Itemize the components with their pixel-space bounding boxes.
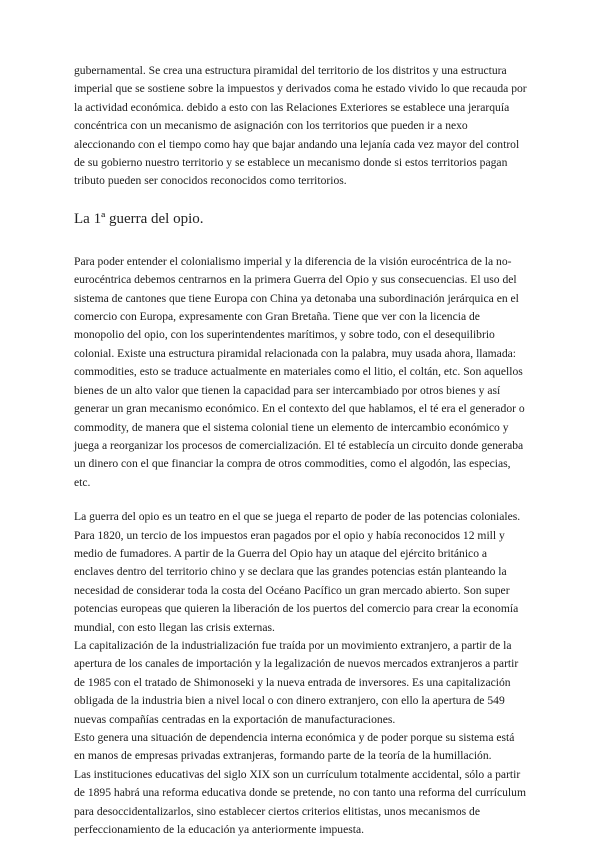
paragraph-dependency: Esto genera una situación de dependencia interna económica y de poder porque su sistema está en manos de empresas privadas extranjeras, formando parte de la teoría de la humillación.	[74, 731, 515, 763]
intro-paragraph: gubernamental. Se crea una estructura piramidal del territorio de los distritos y una estructura imperial que se sostiene sobre la impuestos y derivados coma he estado vivido lo que recauda por la actividad económica. debido a esto con las Relaciones Exteriores se establece una jerarquía concéntrica con un mecanismo de asignación con los territorios que pueden ir a nexo aleccionando con el tiempo como hay que bajar andando una lejanía cada vez mayor del control de su gobierno nuestro territorio y se establece un mecanismo donde si estos territorios pagan tributo pueden ser conocidos reconocidos como territorios.	[74, 64, 527, 188]
section-heading: La 1ª guerra del opio.	[74, 210, 204, 227]
paragraph-colonialism: Para poder entender el colonialismo imperial y la diferencia de la visión eurocéntrica de la no-eurocéntrica debemos centrarnos en la primera Guerra del Opio y sus consecuencias. El uso del sistema de cantones que tiene Europa con China ya detonaba una subordinación jerárquica en el comercio con Europa, expresamente con Gran Bretaña. Tiene que ver con la licencia de monopolio del opio, con los superintendentes marítimos, y sobre todo, con el desequilibrio colonial. Existe una estructura piramidal relacionada con la palabra, muy usada ahora, llamada: commodities, esto se traduce actualmente en materiales como el litio, el coltán, etc. Son aquellos bienes de un alto valor que tienen la capacidad para ser intercambiado por otros bienes y así generar un gran mecanismo económico. En el contexto del que hablamos, el té era el generador o commodity, de manera que el sistema colonial tiene un elemento de intercambio económico y juega a reorganizar los procesos de comercialización. El té establecía un circuito donde generaba un dinero con el que financiar la compra de otros commodities, como el algodón, las especias, etc.	[74, 254, 525, 489]
paragraph-opium-war: La guerra del opio es un teatro en el que se juega el reparto de poder de las potencias coloniales. Para 1820, un tercio de los impuestos eran pagados por el opio y había reconocidos 12 mill y medio de fumadores. A partir de la Guerra del Opio hay un ataque del ejército británico a enclaves dentro del territorio chino y se declara que las grandes potencias están planteando la necesidad de considerar toda la costa del Océano Pacífico un gran mercado abierto. Son super potencias europeas que quieren la liberación de los puertos del comercio para crear la economía mundial, con esto llegan las crisis externas.	[74, 510, 521, 634]
paragraph-industrialization: La capitalización de la industrialización fue traída por un movimiento extranjero, a partir de la apertura de los canales de importación y la legalización de nuevos mercados extranjeros a partir de 1985 con el tratado de Shimonoseki y la nueva entrada de inversores. Es una capitalización obligada de la industria bien a nivel local o con dinero extranjero, con ello la apertura de 549 nuevas compañías centradas en la exportación de manufacturaciones.	[74, 638, 519, 726]
paragraph-education: Las instituciones educativas del siglo XIX son un currículum totalmente accidental, sólo a partir de 1895 habrá una reforma educativa donde se pretende, no con tanto una reforma del currículum para desoccidentalizarlos, sino establecer ciertos criterios elitistas, unos mecanismos de perfeccionamiento de la educación ya anteriormente impuesta.	[74, 767, 526, 837]
